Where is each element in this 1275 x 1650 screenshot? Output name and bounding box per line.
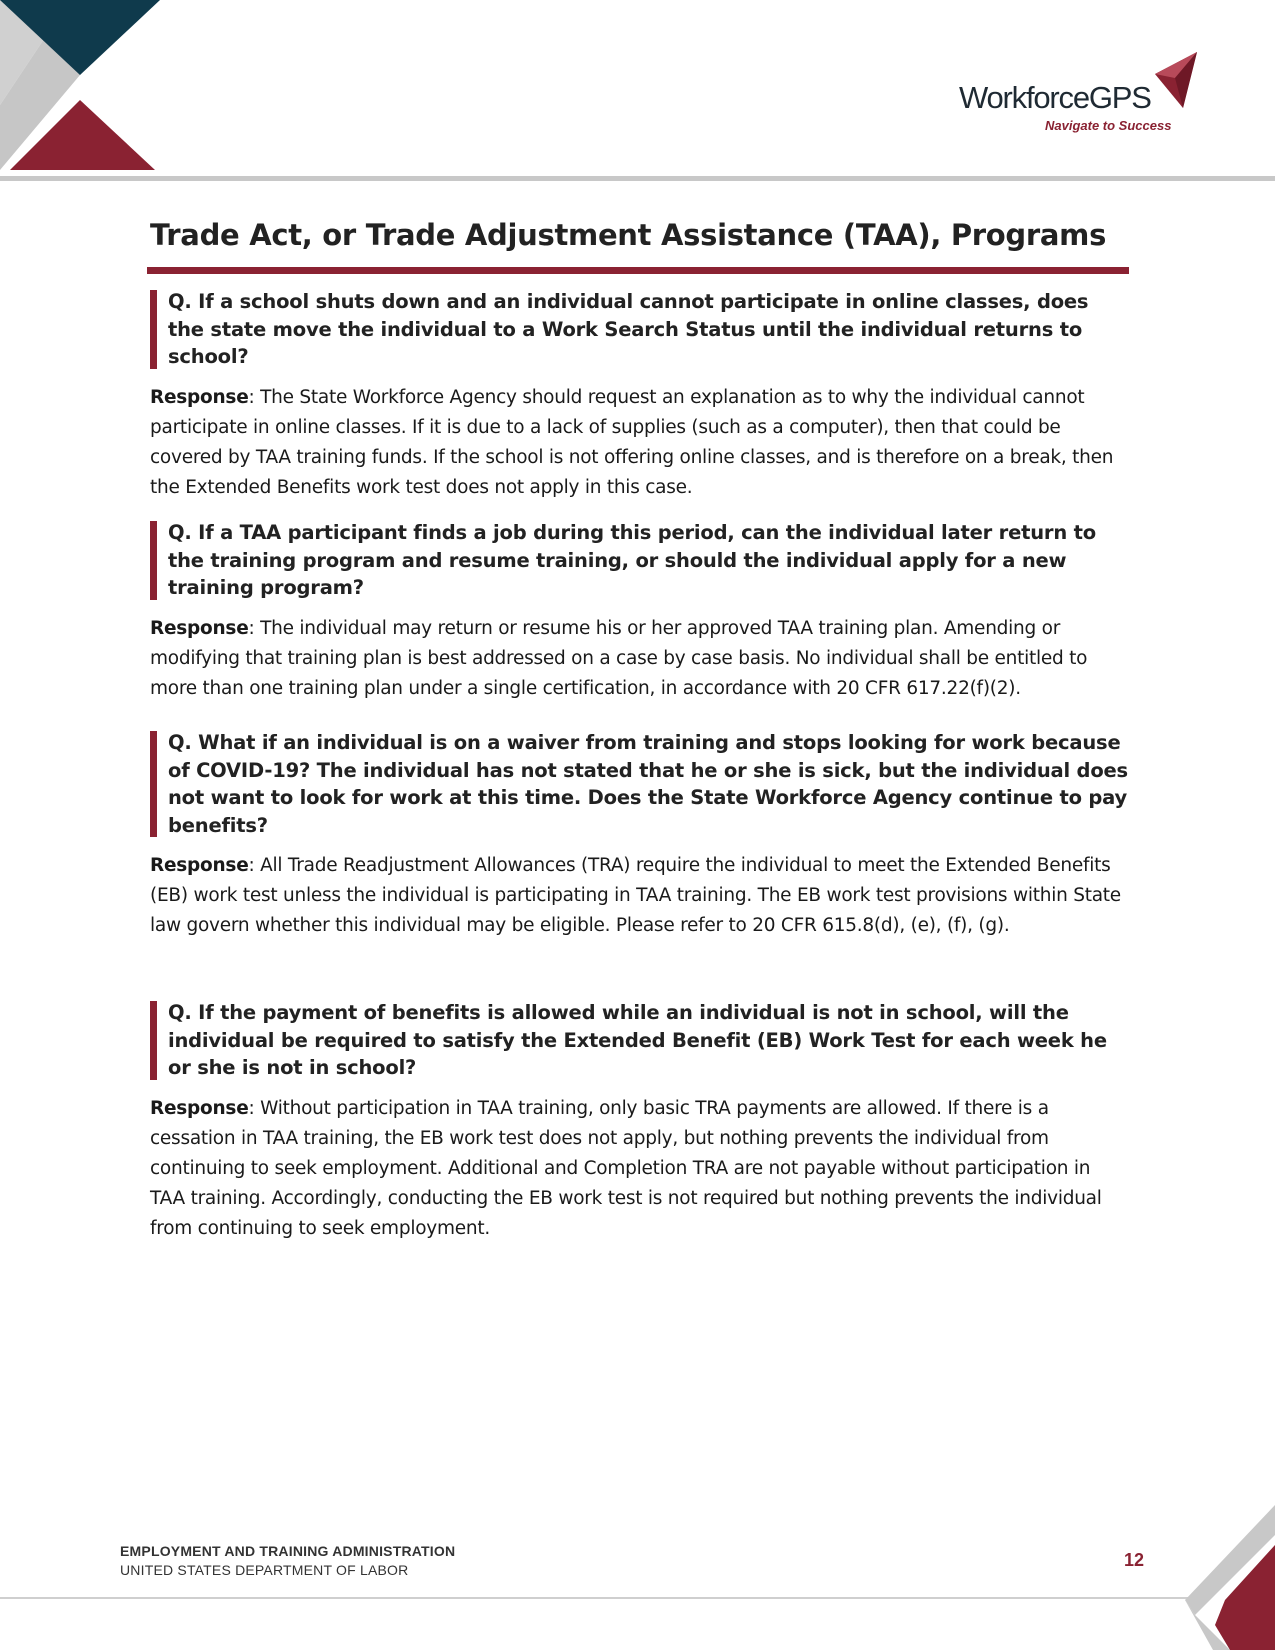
response-label: Response: [150, 1097, 249, 1119]
response-text: Response: Without participation in TAA training, only basic TRA payments are allowed. If there is a cessation in TAA training, the EB work test does not apply, but nothing prevents the individual from continuing to seek employment. Additional and Completion TRA are not payable without participation in TAA training. Accordingly, conducting the EB work test is not required but nothing prevents the individual from continuing to seek employment.: [150, 1097, 1102, 1239]
response-text: Response: All Trade Readjustment Allowances (TRA) require the individual to meet the Extended Benefits (EB) work test unless the individual is participating in TAA training. The EB work test provisions within State law govern whether this individual may be eligible. Please refer to 20 CFR 615.8(d), (e), (f), (g).: [150, 855, 1121, 936]
footer-department-name: UNITED STATES DEPARTMENT OF LABOR: [120, 1562, 409, 1578]
question-text: Q. What if an individual is on a waiver from training and stops looking for work because of COVID-19? The individual has not stated that he or she is sick, but the individual does not want to look for work at this time. Does the State Workforce Agency continue to pay benefits?: [150, 729, 1130, 839]
qa-item: [150, 519, 1130, 704]
footer-rule: [0, 1597, 1190, 1599]
qa-item: [150, 999, 1130, 1244]
qa-item: [150, 729, 1130, 941]
question-text: Q. If the payment of benefits is allowed while an individual is not in school, will the individual be required to satisfy the Extended Benefit (EB) Work Test for each week he or she is not in school?: [150, 999, 1130, 1082]
page-number: 12: [1124, 1550, 1145, 1570]
response-text: Response: The individual may return or resume his or her approved TAA training plan. Amending or modifying that training plan is best addressed on a case by case basis. No individual shall be entitled to more than one training plan under a single certification, in accordance with 20 CFR 617.22(f)(2).: [150, 617, 1088, 699]
header-rule: [0, 176, 1275, 181]
page-title: Trade Act, or Trade Adjustment Assistance (TAA), Programs: [150, 218, 1107, 252]
qa-item: [150, 288, 1130, 503]
question-text: Q. If a school shuts down and an individual cannot participate in online classes, does the state move the individual to a Work Search Status until the individual returns to school?: [150, 288, 1130, 371]
workforcegps-logo: [955, 50, 1195, 140]
footer-corner-decoration: [1185, 1505, 1275, 1650]
title-rule: [147, 267, 1129, 274]
logo-wordmark: WorkforceGPS: [959, 80, 1151, 115]
footer-agency-name: EMPLOYMENT AND TRAINING ADMINISTRATION: [120, 1543, 456, 1559]
question-text: Q. If a TAA participant finds a job during this period, can the individual later return to the training program and resume training, or should the individual apply for a new training program?: [150, 519, 1130, 602]
response-label: Response: [150, 617, 249, 639]
logo-tagline: Navigate to Success: [1045, 118, 1172, 133]
response-text: Response: The State Workforce Agency should request an explanation as to why the individual cannot participate in online classes. If it is due to a lack of supplies (such as a computer), then that could be covered by TAA training funds. If the school is not offering online classes, and is therefore on a break, then the Extended Benefits work test does not apply in this case.: [150, 386, 1114, 498]
response-label: Response: [150, 386, 249, 408]
header-corner-decoration: [0, 0, 170, 180]
navigation-arrow-icon: [1155, 52, 1197, 112]
response-label: Response: [150, 855, 249, 876]
